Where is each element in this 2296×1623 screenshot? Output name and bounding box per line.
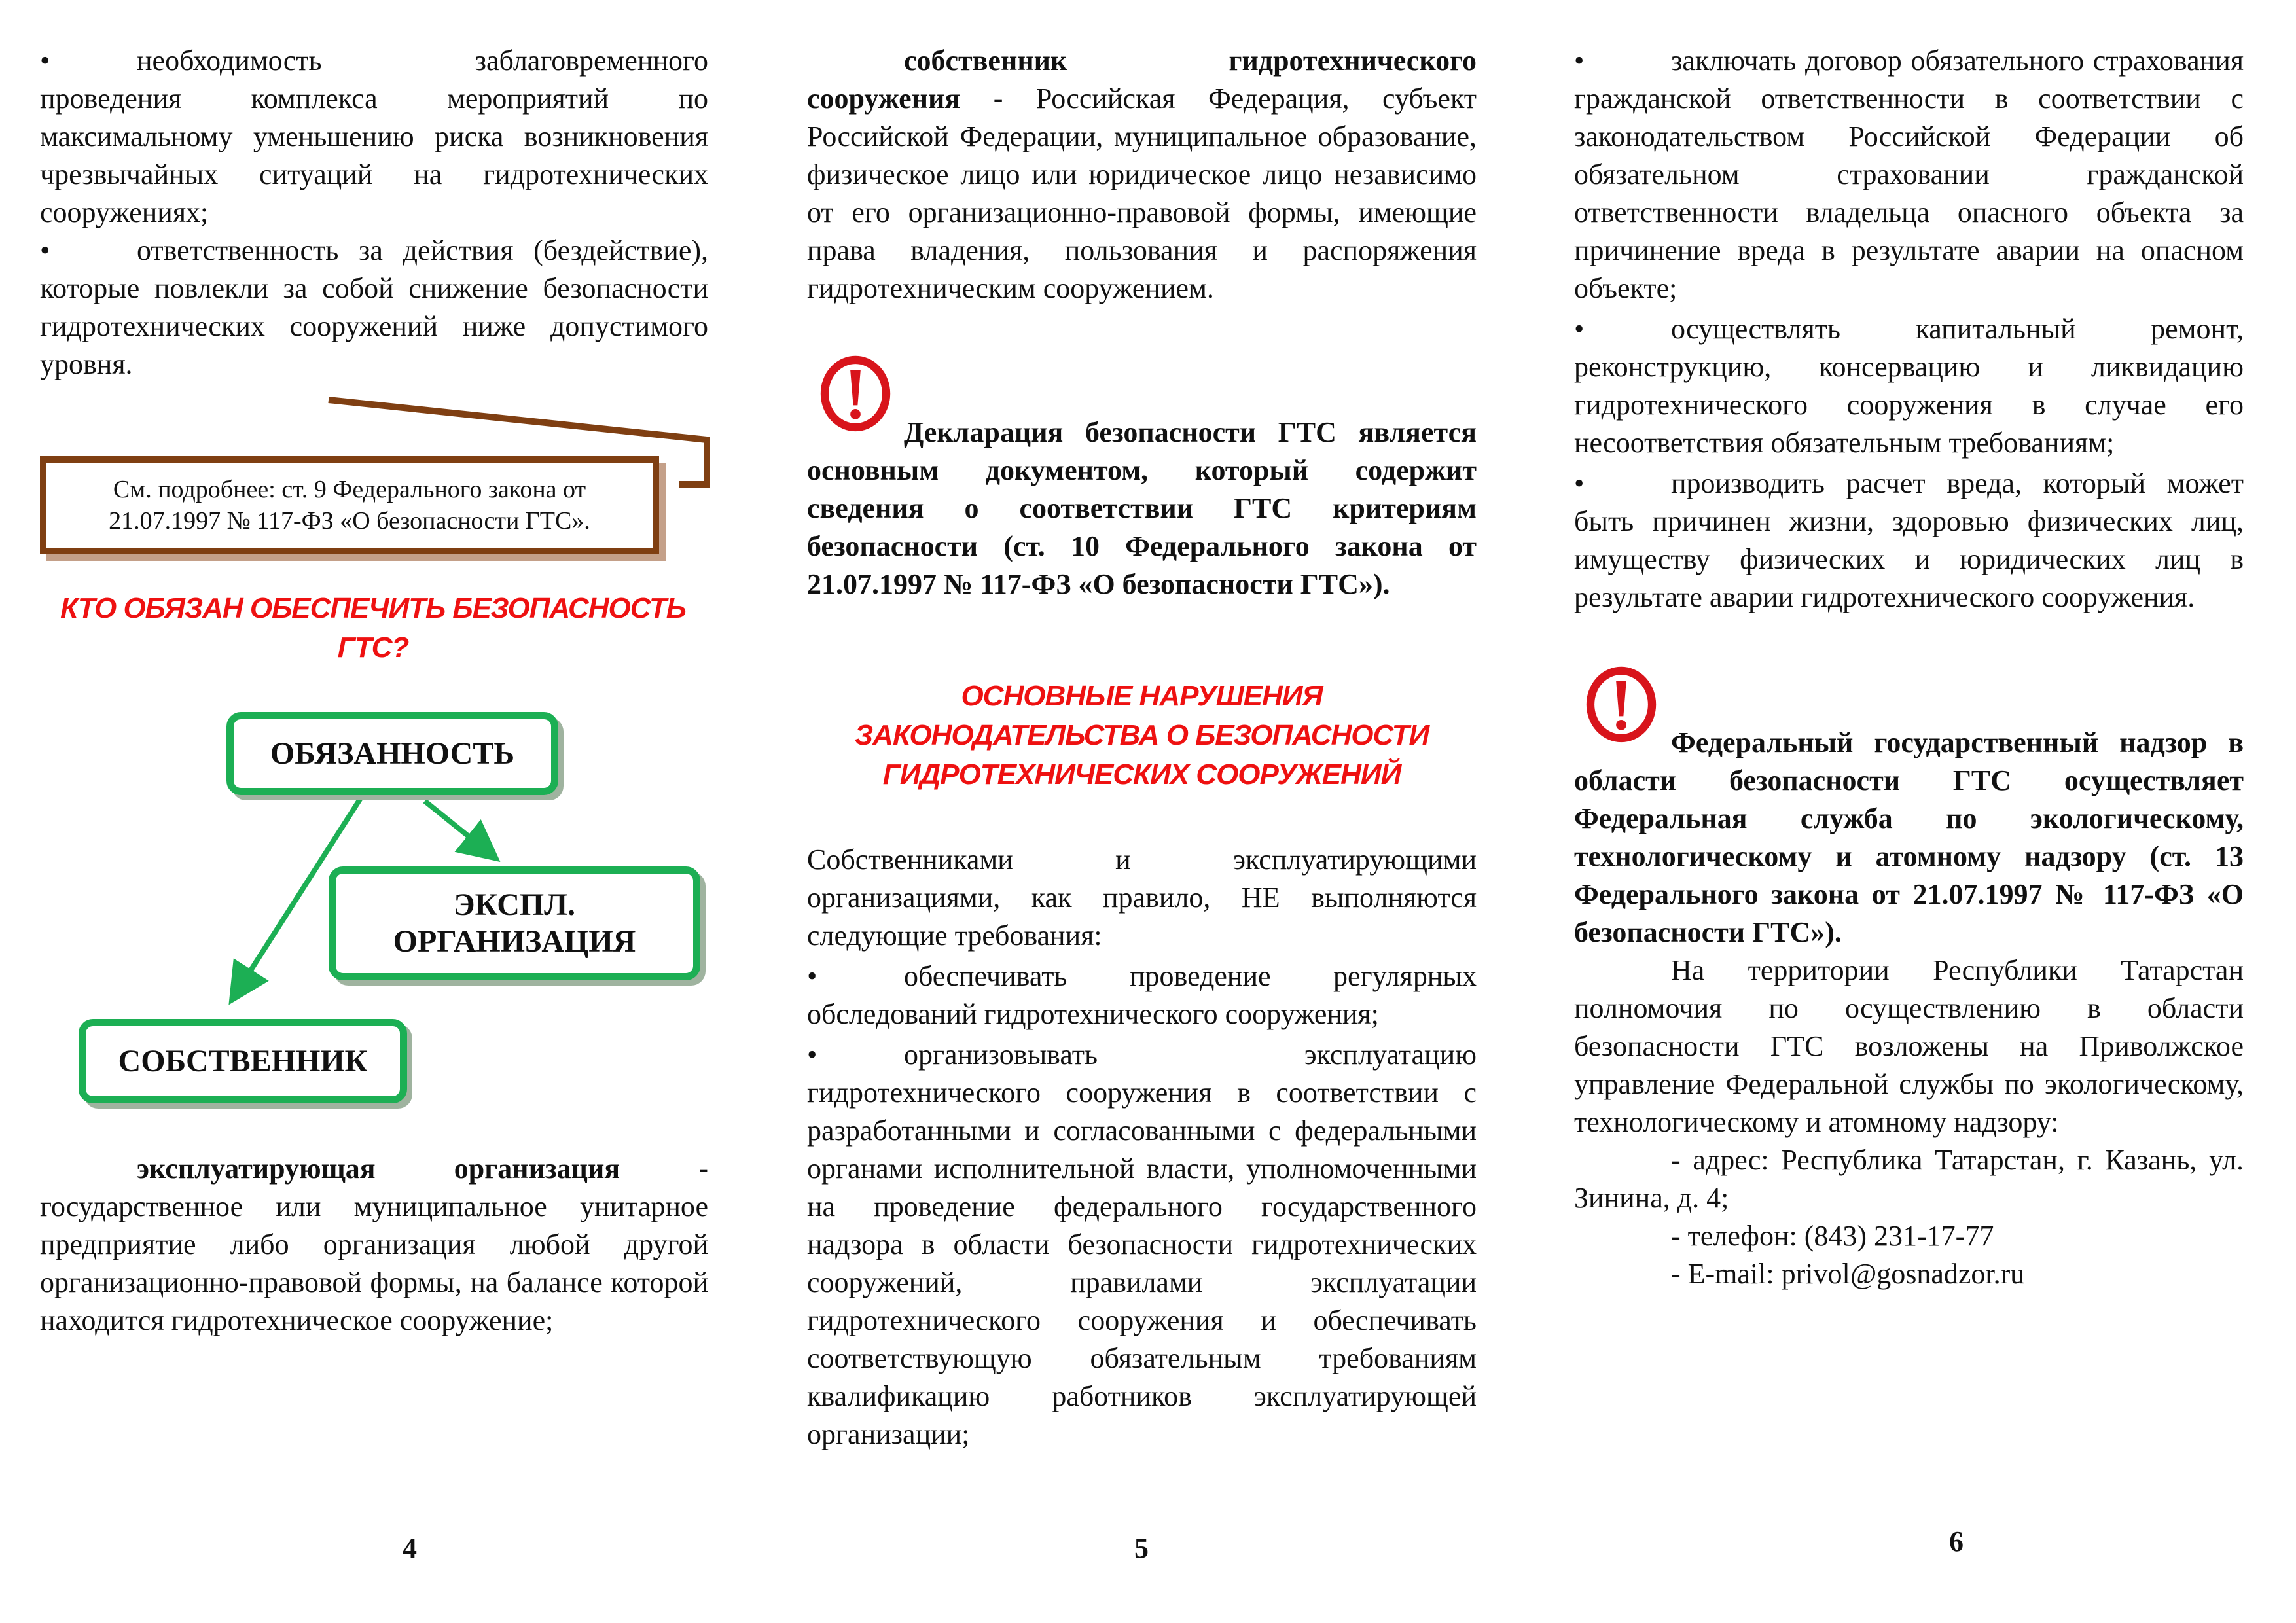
- page-number: 4: [403, 1532, 417, 1564]
- reference-note-box: См. подробнее: ст. 9 Федерального закона от 21.07.1997 № 117-ФЗ «О безопасности ГТС».: [40, 456, 659, 554]
- supervision-section: Федеральный государственный надзор в области безопасности ГТС осуществляет Федеральная служба по экологическому, технологическому и атомному надзору (ст. 13 Федерального закона от 21.07.1997 № 117-ФЗ «О безопасности ГТС»). На территории Республики Татарстан полномочия по осуществлению в области безопасности ГТС возложены на Приволжское управление Федеральной службы по экологическому, технологическому и атомному надзору: - адрес: Республика Татарстан, г. Казань, ул. Зинина, д. 4; - телефон: (843) 231-17-77 - E-mail: privol@gosnadzor.ru: [1574, 724, 2244, 1293]
- list-item: • необходимость заблаговременного проведения комплекса мероприятий по максимальному уменьшению риска возникновения чрезвычайных ситуаций на гидротехнических сооружениях;: [40, 45, 708, 228]
- arrow-to-operator: [425, 801, 492, 855]
- email-link[interactable]: - E-mail: privol@gosnadzor.ru: [1671, 1258, 2025, 1290]
- list-item: • заключать договор обязательного страхования гражданской ответственности в соответствии с законодательством Российской Федерации об обязательном страховании гражданской ответственности владельца опасного объекта за причинение вреда в результате аварии на опасном объекте;: [1574, 45, 2244, 304]
- violations-list: Собственниками и эксплуатирующими организациями, как правило, НЕ выполняются следующие требования: • обеспечивать проведение регулярных обследований гидротехнического сооружения; • организовывать эксплуатацию гидротехнического сооружения в соответствии с разработанными и согласованными с федеральными органами исполнительной власти, уполномоченными на проведение федерального государственного надзора в области безопасности гидротехнических сооружений, правилами эксплуатации гидротехнического сооружения и обеспечивать соответствующую обязательным требованиям квалификацию работников эксплуатирующей организации;: [807, 841, 1477, 1454]
- list-item: • производить расчет вреда, который может быть причинен жизни, здоровью физических лиц, имуществу физических и юридических лиц в результате аварии гидротехнического сооружения.: [1574, 467, 2244, 613]
- operator-definition: эксплуатирующая организация - государственное или муниципальное унитарное предприятие либо организация любой другой организационно-правовой формы, на балансе которой находится гидротехническое сооружение;: [40, 1152, 709, 1336]
- diagram-duty-box: ОБЯЗАННОСТЬ: [226, 712, 558, 795]
- address: - адрес: Республика Татарстан, г. Казань, ул. Зинина, д. 4;: [1574, 1144, 2244, 1214]
- list-item: • осуществлять капитальный ремонт, реконструкцию, консервацию и ликвидацию гидротехнического сооружения в случае его несоответствия обязательным требованиям;: [1574, 313, 2244, 459]
- list-item: • обеспечивать проведение регулярных обследований гидротехнического сооружения;: [807, 960, 1477, 1030]
- who-responsible-heading: КТО ОБЯЗАН ОБЕСПЕЧИТЬ БЕЗОПАСНОСТЬ ГТС?: [60, 592, 686, 664]
- phone: - телефон: (843) 231-17-77: [1671, 1220, 1994, 1252]
- diagram-operator-box: ЭКСПЛ. ОРГАНИЗАЦИЯ: [329, 866, 700, 980]
- page-number: 6: [1949, 1525, 1964, 1558]
- owner-definition: собственник гидротехнического сооружения - Российская Федерация, субъект Российской Федерации, муниципальное образование, физическое лицо или юридическое лицо независимо от его организационно-правовой формы, имеющие права владения, пользования и распоряжения гидротехническим сооружением.: [807, 45, 1477, 304]
- diagram-owner-box: СОБСТВЕННИК: [79, 1019, 407, 1103]
- page4-bullets: [40, 42, 708, 383]
- page-number: 5: [1134, 1532, 1149, 1564]
- list-item: • ответственность за действия (бездействие), которые повлекли за собой снижение безопасности гидротехнических сооружений ниже допустимого уровня.: [40, 234, 708, 380]
- list-item: • организовывать эксплуатацию гидротехнического сооружения в соответствии с разработанными и согласованными с федеральными органами исполнительной власти, уполномоченными на проведение федерального государственного надзора в области безопасности гидротехнических сооружений, правилами эксплуатации гидротехнического сооружения и обеспечивать соответствующую обязательным требованиям квалификацию работников эксплуатирующей организации;: [807, 1039, 1477, 1450]
- violations-heading: ОСНОВНЫЕ НАРУШЕНИЯ ЗАКОНОДАТЕЛЬСТВА О БЕЗОПАСНОСТИ ГИДРОТЕХНИЧЕСКИХ СООРУЖЕНИЙ: [854, 680, 1429, 791]
- declaration-paragraph: Декларация безопасности ГТС является основным документом, который содержит сведения о соответствии ГТС критериям безопасности (ст. 10 Федерального закона от 21.07.1997 № 117-ФЗ «О безопасности ГТС»).: [807, 416, 1477, 600]
- page6-bullets: [1574, 42, 2244, 616]
